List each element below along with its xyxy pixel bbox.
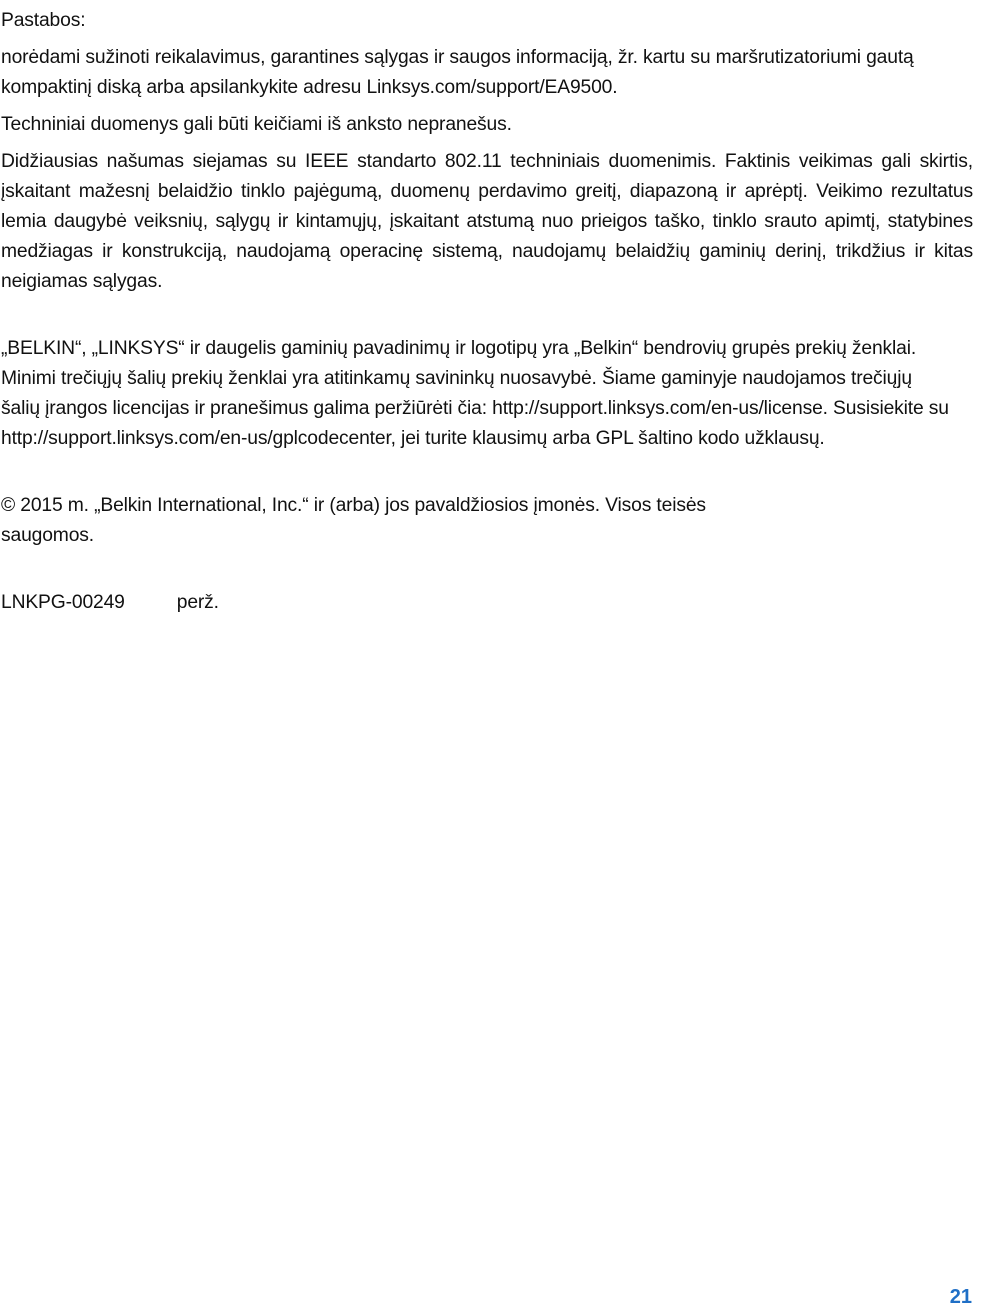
trademark-notice: „BELKIN“, „LINKSYS“ ir daugelis gaminių pavadinimų ir logotipų yra „Belkin“ bendrovių grupės prekių ženklai. Minimi trečiųjų šalių prekių ženklai yra atitinkamų savininkų nuosavybė. Šiame gaminyje naudojamos trečiųjų šalių įrangos licencijas ir pranešimus galima peržiūrėti čia: http://support.linksys.com/en-us/license. Susisiekite su http://support.linksys.com/en-us/gplcodecenter, jei turite klausimų arba GPL šaltino kodo užklausų. <box>1 338 949 449</box>
spec-change-notice: Techniniai duomenys gali būti keičiami iš anksto nepranešus. <box>1 114 512 135</box>
notes-label: Pastabos: <box>1 10 86 31</box>
document-id-line <box>1 588 973 618</box>
page-content <box>1 6 973 618</box>
notes-intro-paragraph: norėdami sužinoti reikalavimus, garantines sąlygas ir saugos informaciją, žr. kartu su maršrutizatoriumi gautą kompaktinį diską arba apsilankykite adresu Linksys.com/support/EA9500. <box>1 47 914 98</box>
performance-disclaimer: Didžiausias našumas siejamas su IEEE standarto 802.11 techniniais duomenimis. Faktinis veikimas gali skirtis, įskaitant mažesnį belaidžio tinklo pajėgumą, duomenų perdavimo greitį, diapazoną ir aprėptį. Veikimo rezultatus lemia daugybė veiksnių, sąlygų ir kintamųjų, įskaitant atstumą nuo prieigos taško, tinklo srauto apimtį, statybines medžiagas ir konstrukciją, naudojamą operacinę sistemą, naudojamų belaidžių gaminių derinį, trikdžius ir kitas neigiamas sąlygas. <box>1 151 973 292</box>
copyright-notice: © 2015 m. „Belkin International, Inc.“ ir (arba) jos pavaldžiosios įmonės. Visos teisės saugomos. <box>1 495 706 546</box>
document-revision-label: perž. <box>176 592 219 613</box>
page-number: 21 <box>949 1286 972 1308</box>
document-code: LNKPG-00249 <box>1 592 125 613</box>
